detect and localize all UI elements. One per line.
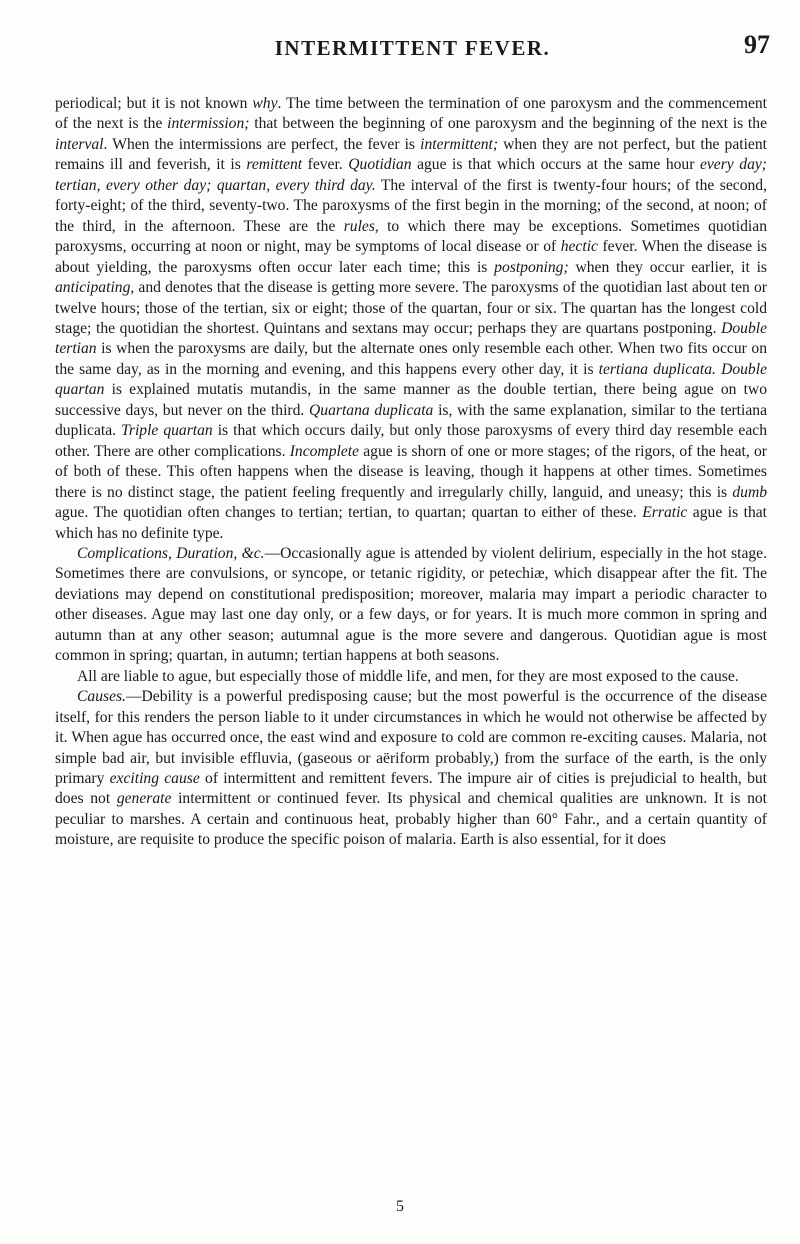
italic-run: exciting cause bbox=[109, 769, 200, 787]
text-run: of intermittent and remittent fevers. The impure air of cities is prejudicial to health, but does not bbox=[55, 769, 767, 808]
text-run: , and denotes that the disease is getting more severe. The paroxysms of the quotidian last about ten or twelve hours; those of the tertian, six or eight; those of the quartan, four or six. The quartan has the longest cold stage; the quotidian the shortest. Quintans and sextans may occur; perhaps they are quartans postponing. bbox=[55, 279, 767, 337]
italic-run: anticipating bbox=[55, 279, 131, 297]
italic-run: intermittent; bbox=[420, 135, 499, 153]
text-run: , to which there may be exceptions. Sometimes quotidian paroxysms, occurring at noon or night, may be symptoms of local disease or of bbox=[55, 217, 767, 256]
text-run: is that which occurs daily, but only those paroxysms of every third day resemble each other. There are other complications. bbox=[55, 422, 767, 460]
running-header bbox=[55, 30, 770, 60]
italic-run: Causes. bbox=[77, 688, 126, 706]
italic-run: interval bbox=[55, 135, 104, 153]
paragraph bbox=[55, 544, 767, 667]
text-run: is when the paroxysms are daily, but the alternate ones only resemble each other. When two fits occur on the same day, as in the morning and evening, and this happens every other day, it is bbox=[55, 340, 767, 378]
italic-run: Complications, Duration, &c. bbox=[77, 544, 265, 562]
italic-run: hectic bbox=[560, 238, 598, 256]
paragraph bbox=[55, 94, 767, 544]
text-run: . When the intermissions are perfect, the fever is bbox=[103, 135, 421, 153]
text-run: fever. bbox=[302, 156, 349, 174]
text-run: —Debility is a powerful predisposing cause; but the most powerful is the occurrence of the disease itself, for this renders the person liable to it under circumstances in which he would not otherwise be affected by it. When ague has occurred once, the east wind and exposure to cold are common re-exciting causes. Malaria, not simple bad air, but invisible effluvia, (gaseous or aëriform probably,) from the surface of the earth, is the only primary bbox=[55, 688, 767, 787]
text-run: —Occasionally ague is attended by violent delirium, especially in the hot stage. Sometimes there are convulsions, or syncope, or tetanic rigidity, or petechiæ, which disappear after the fit. The deviations may depend on constitutional predisposition; moreover, malaria may impart a periodic character to other diseases. Ague may last one day only, or a few days, or for years. It is much more common in spring and autumn than at any other season; autumnal ague is the more severe and dangerous. Quotidian ague is most common in spring; quartan, in autumn; tertian happens at both seasons. bbox=[55, 544, 767, 665]
italic-run: why bbox=[252, 95, 278, 112]
text-run: intermittent or continued fever. Its physical and chemical qualities are unknown. It is not peculiar to marshes. A certain and continuous heat, probably higher than 60° Fahr., and a certain quantity of moisture, are requisite to produce the specific poison of malaria. Earth is also essential, for it does bbox=[55, 790, 768, 849]
text-run: ague is shorn of one or more stages; of the rigors, of the heat, or of both of these. This often happens when the disease is leaving, though it happens at other times. Sometimes there is no distinct stage, the patient feeling frequently and irregularly chilly, languid, and uneasy; this is bbox=[55, 442, 767, 501]
text-run: ague is that which occurs at the same hour bbox=[411, 156, 700, 174]
italic-run: rules bbox=[343, 217, 375, 235]
italic-run: Incomplete bbox=[289, 442, 359, 460]
text-run: that between the beginning of one paroxysm and the beginning of the next is the bbox=[249, 115, 767, 133]
body-text bbox=[55, 94, 767, 851]
running-title: INTERMITTENT FEVER. bbox=[274, 36, 551, 60]
text-run: ague is that which has no definite type. bbox=[55, 504, 767, 542]
text-run: when they are not perfect, but the patient remains ill and feverish, it is bbox=[55, 135, 767, 174]
italic-run: Erratic bbox=[642, 504, 688, 522]
italic-run: intermission; bbox=[167, 115, 250, 133]
italic-run: dumb bbox=[732, 483, 767, 501]
italic-run: Quartana duplicata bbox=[309, 401, 434, 419]
italic-run: postponing; bbox=[494, 258, 569, 276]
signature-mark: 5 bbox=[396, 1198, 404, 1215]
italic-run: Double tertian bbox=[55, 319, 767, 358]
text-run: . The time between the termination of one paroxysm and the commencement of the next is the bbox=[55, 95, 768, 133]
paragraph bbox=[55, 667, 767, 687]
italic-run: every day; tertian, every other day; quartan, every third day. bbox=[55, 156, 767, 194]
text-run: The interval of the first is twenty-four hours; of the second, forty-eight; of the third, seventy-two. The paroxysms of the first begin in the morning; of the second, at noon; of the third, in the afternoon. These are the bbox=[55, 176, 767, 235]
italic-run: Quotidian bbox=[348, 156, 412, 174]
text-run: is explained mutatis mutandis, in the same manner as the double tertian, there being ague on two successive days, but never on the third. bbox=[55, 381, 767, 419]
paragraph bbox=[55, 687, 767, 851]
text-run: when they occur earlier, it is bbox=[568, 258, 767, 276]
italic-run: generate bbox=[116, 790, 172, 808]
italic-run: tertiana duplicata. Double quartan bbox=[55, 360, 767, 399]
italic-run: remittent bbox=[246, 156, 303, 174]
page-number: 97 bbox=[744, 30, 770, 59]
italic-run: Triple quartan bbox=[121, 422, 213, 440]
text-run: is, with the same explanation, similar to the tertiana duplicata. bbox=[55, 401, 767, 440]
text-run: ague. The quotidian often changes to tertian; tertian, to quartan; quartan to either of these. bbox=[55, 504, 643, 522]
text-run: periodical; but it is not known bbox=[55, 95, 253, 112]
text-run: All are liable to ague, but especially those of middle life, and men, for they are most exposed to the cause. bbox=[77, 667, 739, 685]
text-run: fever. When the disease is about yielding, the paroxysms often occur later each time; this is bbox=[55, 238, 767, 276]
